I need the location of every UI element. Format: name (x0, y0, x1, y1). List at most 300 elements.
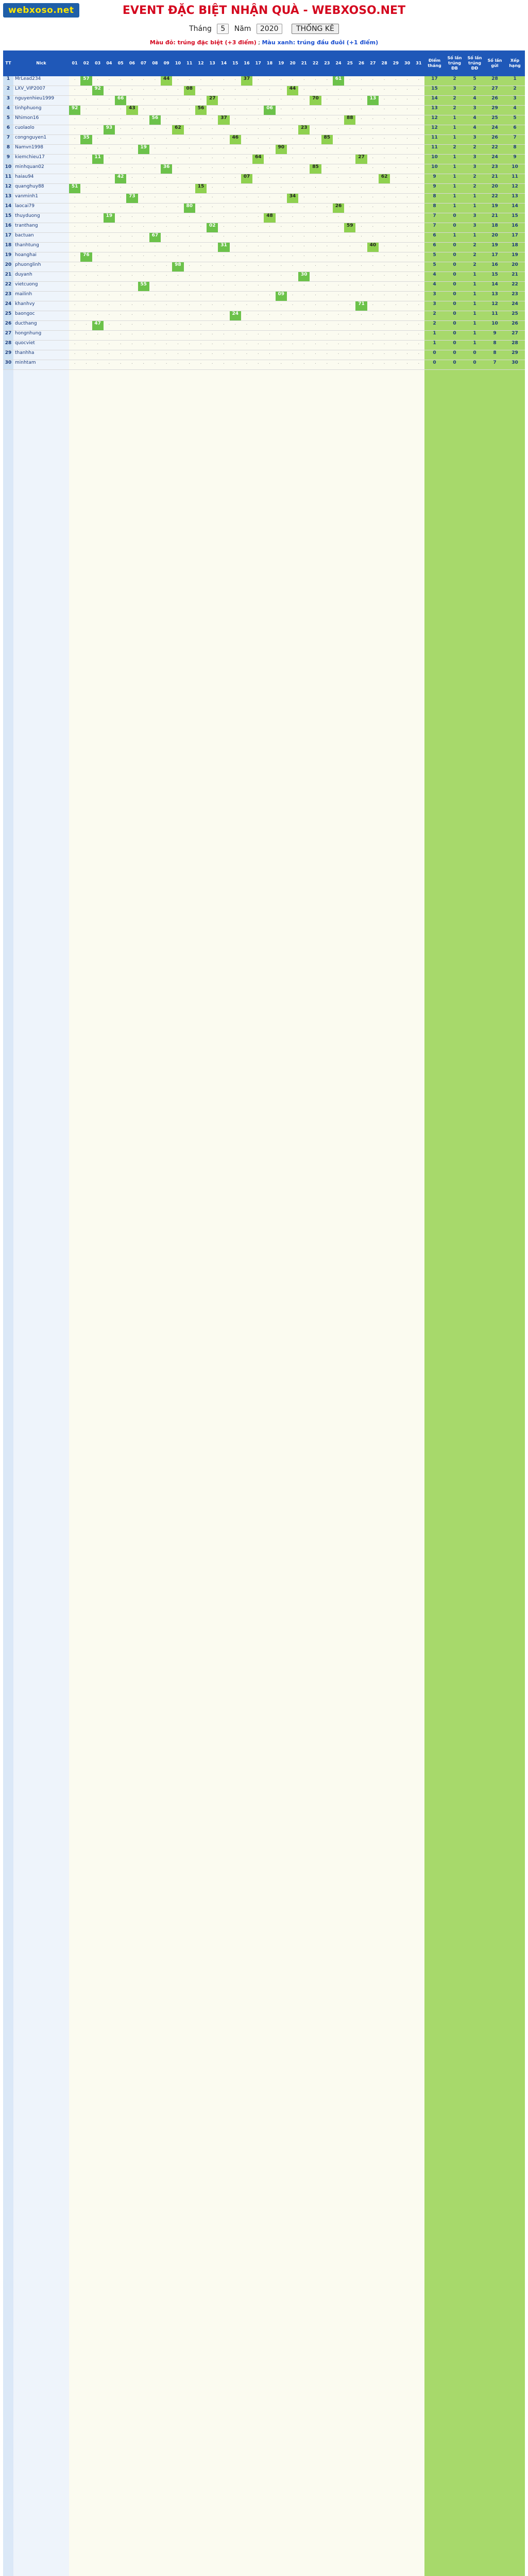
day-empty-cell: . (234, 252, 236, 258)
row-total: 5 (433, 252, 436, 258)
day-empty-cell: . (189, 282, 191, 287)
row-nick[interactable]: hoanghai (15, 252, 37, 258)
day-hit-cell: 56 (149, 115, 161, 125)
row-sent: 8 (493, 341, 497, 346)
day-empty-cell: . (257, 164, 259, 170)
day-empty-cell: . (165, 252, 167, 258)
day-empty-cell: . (361, 341, 362, 346)
day-empty-cell: . (326, 282, 328, 287)
day-empty-cell: . (74, 341, 76, 346)
day-empty-cell: . (200, 125, 202, 130)
day-empty-cell: . (200, 262, 202, 267)
row-rank: 7 (513, 135, 517, 140)
row-nick[interactable]: mailinh (15, 292, 32, 297)
day-empty-cell: . (292, 204, 294, 209)
day-empty-cell: . (395, 106, 397, 111)
day-empty-cell: . (165, 194, 167, 199)
day-empty-cell: . (108, 174, 110, 179)
row-sent: 16 (491, 262, 498, 267)
day-empty-cell: . (361, 194, 362, 199)
day-empty-cell: . (337, 223, 339, 228)
day-empty-cell: . (395, 204, 397, 209)
day-empty-cell: . (85, 106, 87, 111)
row-sent: 7 (493, 360, 497, 365)
day-empty-cell: . (234, 331, 236, 336)
day-empty-cell: . (349, 301, 351, 307)
day-empty-cell: . (315, 341, 316, 346)
day-empty-cell: . (372, 282, 374, 287)
row-dd: 5 (473, 76, 476, 81)
day-empty-cell: . (189, 311, 191, 316)
row-nick[interactable]: LXV_VIP2007 (15, 86, 45, 91)
day-empty-cell: . (383, 145, 385, 150)
day-empty-cell: . (120, 223, 122, 228)
day-empty-cell: . (337, 115, 339, 121)
day-empty-cell: . (143, 115, 145, 121)
day-empty-cell: . (292, 311, 294, 316)
row-total: 5 (433, 262, 436, 267)
day-empty-cell: . (269, 135, 270, 140)
row-db: 2 (453, 96, 456, 101)
day-empty-cell: . (85, 243, 87, 248)
day-empty-cell: . (211, 252, 213, 258)
row-db: 0 (453, 321, 456, 326)
row-nick[interactable]: Namvn1998 (15, 145, 43, 150)
day-empty-cell: . (143, 96, 145, 101)
day-empty-cell: . (246, 106, 248, 111)
day-empty-cell: . (189, 321, 191, 326)
row-rank: 18 (512, 243, 518, 248)
day-empty-cell: . (131, 262, 133, 267)
day-empty-cell: . (257, 311, 259, 316)
day-empty-cell: . (74, 164, 76, 170)
day-empty-cell: . (120, 282, 122, 287)
day-empty-cell: . (211, 135, 213, 140)
day-empty-cell: . (85, 341, 87, 346)
row-nick[interactable]: duyanh (15, 272, 32, 277)
day-empty-cell: . (337, 184, 339, 189)
day-empty-cell: . (189, 350, 191, 355)
day-empty-cell: . (395, 213, 397, 218)
day-empty-cell: . (406, 321, 408, 326)
day-empty-cell: . (395, 243, 397, 248)
row-rank: 28 (512, 341, 518, 346)
day-empty-cell: . (108, 106, 110, 111)
day-empty-cell: . (120, 350, 122, 355)
day-empty-cell: . (349, 125, 351, 130)
row-nick[interactable]: vietcuong (15, 282, 38, 287)
row-nick[interactable]: tinhphuong (15, 106, 42, 111)
day-empty-cell: . (418, 174, 420, 179)
day-empty-cell: . (361, 184, 362, 189)
day-empty-cell: . (97, 174, 99, 179)
day-empty-cell: . (234, 350, 236, 355)
day-hit-cell: 70 (310, 96, 321, 105)
day-empty-cell: . (292, 155, 294, 160)
row-nick[interactable]: thanhtung (15, 243, 39, 248)
day-empty-cell: . (269, 272, 270, 277)
row-total: 7 (433, 213, 436, 218)
day-hit-cell: 06 (264, 106, 275, 115)
day-empty-cell: . (269, 252, 270, 258)
day-empty-cell: . (406, 341, 408, 346)
day-empty-cell: . (143, 350, 145, 355)
day-empty-cell: . (418, 262, 420, 267)
day-empty-cell: . (246, 125, 248, 130)
day-empty-cell: . (315, 125, 316, 130)
day-empty-cell: . (303, 174, 305, 179)
day-empty-cell: . (74, 252, 76, 258)
day-empty-cell: . (303, 194, 305, 199)
table-row (3, 292, 525, 301)
day-empty-cell: . (303, 321, 305, 326)
day-empty-cell: . (349, 233, 351, 238)
day-empty-cell: . (395, 135, 397, 140)
row-sent: 19 (491, 204, 498, 209)
day-empty-cell: . (292, 331, 294, 336)
row-nick[interactable]: bactuan (15, 233, 34, 238)
row-nick[interactable]: cuolaolo (15, 125, 35, 130)
day-empty-cell: . (165, 282, 167, 287)
day-empty-cell: . (108, 96, 110, 101)
day-empty-cell: . (349, 174, 351, 179)
day-empty-cell: . (74, 155, 76, 160)
day-empty-cell: . (97, 223, 99, 228)
day-empty-cell: . (361, 174, 362, 179)
row-total: 6 (433, 243, 436, 248)
row-db: 0 (453, 360, 456, 365)
day-empty-cell: . (74, 243, 76, 248)
day-empty-cell: . (349, 252, 351, 258)
header-day: 05 (117, 61, 124, 65)
day-empty-cell: . (74, 331, 76, 336)
row-nick[interactable]: MrLead234 (15, 76, 41, 81)
day-empty-cell: . (234, 282, 236, 287)
day-hit-cell: 51 (69, 184, 80, 193)
month-select[interactable]: 5 (217, 24, 229, 34)
table-row (3, 125, 525, 135)
table-row (3, 360, 525, 370)
row-nick[interactable]: baongoc (15, 311, 35, 316)
day-empty-cell: . (143, 223, 145, 228)
day-empty-cell: . (418, 331, 420, 336)
day-empty-cell: . (395, 262, 397, 267)
row-stt: 18 (3, 243, 13, 252)
day-empty-cell: . (303, 76, 305, 81)
day-empty-cell: . (165, 301, 167, 307)
row-sent: 13 (491, 292, 498, 297)
table-row (3, 184, 525, 194)
day-empty-cell: . (211, 282, 213, 287)
day-empty-cell: . (154, 360, 156, 365)
day-empty-cell: . (269, 233, 270, 238)
row-total: 4 (433, 282, 436, 287)
day-empty-cell: . (337, 360, 339, 365)
day-empty-cell: . (418, 243, 420, 248)
day-empty-cell: . (234, 233, 236, 238)
row-total: 3 (433, 301, 436, 307)
day-empty-cell: . (383, 135, 385, 140)
row-nick[interactable]: thuyduong (15, 213, 40, 218)
header-nick: Nick (36, 61, 46, 65)
row-nick[interactable]: khanhvy (15, 301, 35, 307)
header-day: 18 (266, 61, 273, 65)
day-empty-cell: . (223, 331, 225, 336)
day-hit-cell: 44 (287, 86, 298, 95)
day-hit-cell: 27 (355, 155, 367, 164)
row-total: 1 (433, 331, 436, 336)
day-empty-cell: . (418, 272, 420, 277)
day-empty-cell: . (131, 125, 133, 130)
row-nick[interactable]: thanhha (15, 350, 35, 355)
day-empty-cell: . (97, 252, 99, 258)
day-empty-cell: . (120, 243, 122, 248)
row-stt: 11 (3, 174, 13, 183)
day-empty-cell: . (143, 301, 145, 307)
day-empty-cell: . (189, 194, 191, 199)
row-total: 9 (433, 184, 436, 189)
day-empty-cell: . (406, 106, 408, 111)
days-column-bg (69, 50, 424, 2576)
row-stt: 21 (3, 272, 13, 281)
day-empty-cell: . (349, 282, 351, 287)
day-empty-cell: . (143, 204, 145, 209)
day-empty-cell: . (131, 331, 133, 336)
table-row (3, 115, 525, 125)
day-empty-cell: . (154, 292, 156, 297)
header-day: 09 (163, 61, 169, 65)
nick-column-bg (13, 50, 69, 2576)
day-empty-cell: . (257, 223, 259, 228)
table-header (3, 50, 525, 76)
day-hit-cell: 61 (333, 76, 344, 86)
row-sent: 23 (491, 164, 498, 170)
day-hit-cell: 13 (367, 96, 379, 105)
day-hit-cell: 56 (195, 106, 207, 115)
day-empty-cell: . (292, 272, 294, 277)
day-empty-cell: . (257, 213, 259, 218)
day-empty-cell: . (395, 350, 397, 355)
day-empty-cell: . (395, 115, 397, 121)
stats-button[interactable]: THỐNG KÊ (292, 24, 339, 34)
day-empty-cell: . (315, 321, 316, 326)
row-nick[interactable]: tranthang (15, 223, 38, 228)
day-empty-cell: . (383, 282, 385, 287)
day-empty-cell: . (85, 272, 87, 277)
day-empty-cell: . (223, 350, 225, 355)
row-db: 1 (453, 184, 456, 189)
day-empty-cell: . (418, 252, 420, 258)
day-empty-cell: . (292, 145, 294, 150)
row-rank: 4 (513, 106, 517, 111)
day-hit-cell: 08 (184, 86, 195, 95)
day-empty-cell: . (349, 86, 351, 91)
row-nick[interactable]: vanminh1 (15, 194, 38, 199)
row-dd: 1 (473, 341, 476, 346)
day-hit-cell: 47 (92, 321, 104, 330)
day-empty-cell: . (303, 233, 305, 238)
row-nick[interactable]: congnguyen1 (15, 135, 47, 140)
day-empty-cell: . (165, 174, 167, 179)
day-empty-cell: . (269, 155, 270, 160)
row-rank: 8 (513, 145, 517, 150)
day-empty-cell: . (177, 76, 179, 81)
day-empty-cell: . (189, 213, 191, 218)
day-empty-cell: . (418, 341, 420, 346)
day-empty-cell: . (165, 155, 167, 160)
row-stt: 6 (3, 125, 13, 134)
day-empty-cell: . (108, 145, 110, 150)
day-empty-cell: . (349, 204, 351, 209)
day-empty-cell: . (165, 115, 167, 121)
row-sent: 9 (493, 331, 497, 336)
day-empty-cell: . (177, 321, 179, 326)
row-nick[interactable]: minhquan02 (15, 164, 44, 170)
header-submit: Số lần gửi (487, 58, 502, 68)
day-empty-cell: . (280, 223, 282, 228)
day-empty-cell: . (337, 106, 339, 111)
day-empty-cell: . (154, 86, 156, 91)
day-empty-cell: . (165, 135, 167, 140)
row-db: 0 (453, 223, 456, 228)
day-empty-cell: . (395, 145, 397, 150)
day-empty-cell: . (292, 223, 294, 228)
row-nick[interactable]: hongnhung (15, 331, 42, 336)
day-empty-cell: . (406, 272, 408, 277)
row-sent: 18 (491, 223, 498, 228)
day-empty-cell: . (361, 321, 362, 326)
day-empty-cell: . (326, 86, 328, 91)
day-empty-cell: . (406, 135, 408, 140)
day-empty-cell: . (280, 360, 282, 365)
row-nick[interactable]: phuonglinh (15, 262, 41, 267)
day-hit-cell: 44 (161, 76, 172, 86)
day-empty-cell: . (189, 252, 191, 258)
day-empty-cell: . (246, 184, 248, 189)
day-empty-cell: . (257, 350, 259, 355)
day-empty-cell: . (143, 233, 145, 238)
day-hit-cell: 73 (126, 194, 138, 203)
day-empty-cell: . (246, 272, 248, 277)
day-empty-cell: . (257, 174, 259, 179)
day-empty-cell: . (143, 243, 145, 248)
day-empty-cell: . (349, 135, 351, 140)
day-empty-cell: . (211, 233, 213, 238)
day-empty-cell: . (131, 155, 133, 160)
day-empty-cell: . (303, 301, 305, 307)
day-empty-cell: . (280, 282, 282, 287)
day-empty-cell: . (211, 194, 213, 199)
day-empty-cell: . (349, 96, 351, 101)
row-nick[interactable]: ducthang (15, 321, 37, 326)
day-empty-cell: . (418, 213, 420, 218)
year-select[interactable]: 2020 (257, 24, 282, 34)
row-db: 1 (453, 125, 456, 130)
day-empty-cell: . (74, 350, 76, 355)
row-nick[interactable]: quocviet (15, 341, 35, 346)
day-empty-cell: . (223, 262, 225, 267)
day-empty-cell: . (361, 272, 362, 277)
day-empty-cell: . (246, 115, 248, 121)
day-empty-cell: . (177, 243, 179, 248)
day-empty-cell: . (269, 174, 270, 179)
row-nick[interactable]: kiemchieu17 (15, 155, 45, 160)
day-empty-cell: . (269, 341, 270, 346)
header-day: 15 (232, 61, 239, 65)
day-empty-cell: . (211, 174, 213, 179)
row-rank: 24 (512, 301, 518, 307)
row-db: 1 (453, 233, 456, 238)
row-stt: 3 (3, 96, 13, 105)
day-empty-cell: . (154, 184, 156, 189)
day-empty-cell: . (200, 321, 202, 326)
day-empty-cell: . (154, 243, 156, 248)
row-dd: 3 (473, 135, 476, 140)
day-empty-cell: . (108, 243, 110, 248)
day-empty-cell: . (108, 360, 110, 365)
day-empty-cell: . (406, 282, 408, 287)
note-blue: Màu xanh: trúng đầu đuôi (+1 điểm) (262, 39, 379, 46)
row-rank: 21 (512, 272, 518, 277)
day-empty-cell: . (165, 321, 167, 326)
day-empty-cell: . (85, 155, 87, 160)
day-empty-cell: . (234, 292, 236, 297)
day-empty-cell: . (361, 96, 362, 101)
row-stt: 30 (3, 360, 13, 369)
day-empty-cell: . (349, 331, 351, 336)
day-empty-cell: . (177, 184, 179, 189)
day-empty-cell: . (349, 262, 351, 267)
day-empty-cell: . (154, 341, 156, 346)
day-empty-cell: . (280, 233, 282, 238)
day-empty-cell: . (280, 341, 282, 346)
row-sent: 20 (491, 184, 498, 189)
row-nick[interactable]: haiau94 (15, 174, 34, 179)
day-empty-cell: . (406, 115, 408, 121)
day-empty-cell: . (269, 311, 270, 316)
day-hit-cell: 19 (138, 145, 149, 154)
day-empty-cell: . (246, 155, 248, 160)
day-empty-cell: . (74, 174, 76, 179)
day-empty-cell: . (292, 164, 294, 170)
row-stt: 13 (3, 194, 13, 203)
day-empty-cell: . (349, 321, 351, 326)
day-empty-cell: . (246, 311, 248, 316)
day-empty-cell: . (97, 262, 99, 267)
site-logo[interactable]: webxoso.net (3, 3, 79, 18)
day-empty-cell: . (74, 135, 76, 140)
day-empty-cell: . (349, 272, 351, 277)
day-empty-cell: . (223, 341, 225, 346)
row-nick[interactable]: nguyenhieu1999 (15, 96, 55, 101)
row-nick[interactable]: minhtam (15, 360, 36, 365)
day-empty-cell: . (246, 252, 248, 258)
row-rank: 29 (512, 350, 518, 355)
day-empty-cell: . (372, 252, 374, 258)
row-nick[interactable]: Nhimon16 (15, 115, 39, 121)
day-empty-cell: . (223, 174, 225, 179)
row-nick[interactable]: laocai79 (15, 204, 35, 209)
day-empty-cell: . (269, 204, 270, 209)
day-empty-cell: . (165, 360, 167, 365)
day-empty-cell: . (257, 115, 259, 121)
row-dd: 1 (473, 292, 476, 297)
day-empty-cell: . (292, 233, 294, 238)
row-db: 0 (453, 350, 456, 355)
day-empty-cell: . (406, 360, 408, 365)
day-empty-cell: . (74, 194, 76, 199)
row-nick[interactable]: quanghuy88 (15, 184, 44, 189)
